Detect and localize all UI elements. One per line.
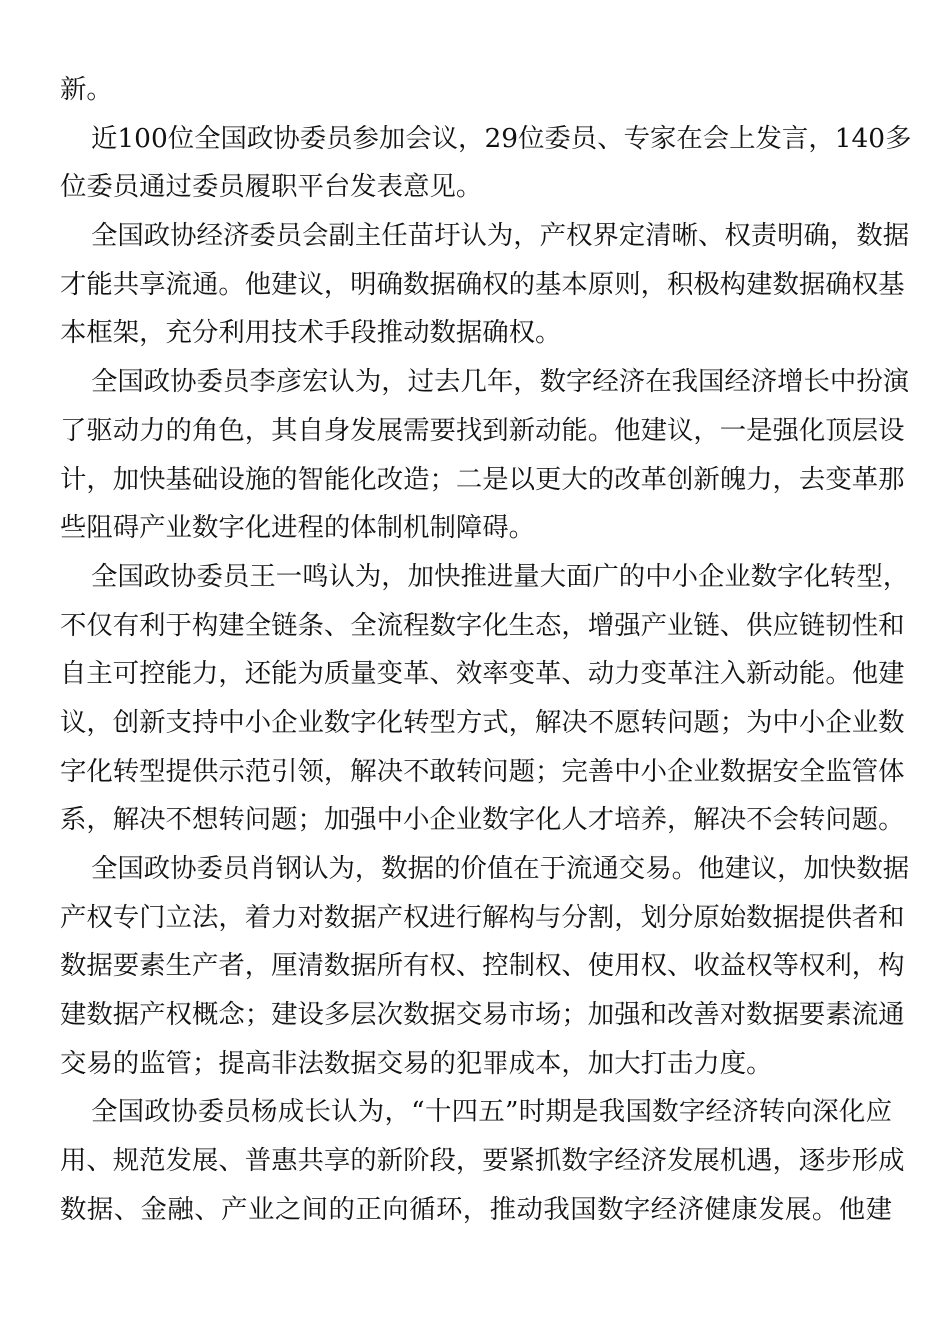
text-line: 近100位全国政协委员参加会议，29位委员、专家在会上发言，140多 <box>91 122 912 154</box>
text-line: 全国政协委员肖钢认为，数据的价值在于流通交易。他建议，加快数据 <box>91 853 910 884</box>
text-line: 数据、金融、产业之间的正向循环，推动我国数字经济健康发展。他建 <box>60 1193 892 1225</box>
text-line: 才能共享流通。他建议，明确数据确权的基本原则，积极构建数据确权基 <box>60 268 905 300</box>
text-line: 字化转型提供示范引领，解决不敢转问题；完善中小企业数据安全监管体 <box>60 755 905 787</box>
text-line: 全国政协委员李彦宏认为，过去几年，数字经济在我国经济增长中扮演 <box>91 366 910 398</box>
text-line: 数据要素生产者，厘清数据所有权、控制权、使用权、收益权等权利，构 <box>60 950 905 982</box>
text-line: 自主可控能力，还能为质量变革、效率变革、动力变革注入新动能。他建 <box>60 658 905 690</box>
text-line: 议，创新支持中小企业数字化转型方式，解决不愿转问题；为中小企业数 <box>60 706 905 738</box>
text-line: 建数据产权概念；建设多层次数据交易市场；加强和改善对数据要素流通 <box>60 999 905 1031</box>
document-body <box>60 66 912 1235</box>
text-line: 不仅有利于构建全链条、全流程数字化生态，增强产业链、供应链韧性和 <box>60 609 905 641</box>
text-line: 了驱动力的角色，其自身发展需要找到新动能。他建议，一是强化顶层设 <box>60 414 905 446</box>
text-line: 全国政协委员王一鸣认为，加快推进量大面广的中小企业数字化转型， <box>91 560 910 592</box>
text-line: 全国政协委员杨成长认为，“十四五”时期是我国数字经济转向深化应 <box>91 1096 892 1128</box>
text-line: 新。 <box>60 74 113 105</box>
text-line: 位委员通过委员履职平台发表意见。 <box>60 171 483 203</box>
text-line: 本框架，充分利用技术手段推动数据确权。 <box>60 317 562 349</box>
text-line: 用、规范发展、普惠共享的新阶段，要紧抓数字经济发展机遇，逐步形成 <box>60 1145 905 1177</box>
text-line: 交易的监管；提高非法数据交易的犯罪成本，加大打击力度。 <box>60 1047 773 1079</box>
text-line: 产权专门立法，着力对数据产权进行解构与分割，划分原始数据提供者和 <box>60 901 905 933</box>
text-line: 系，解决不想转问题；加强中小企业数字化人才培养，解决不会转问题。 <box>60 804 905 836</box>
text-line: 计，加快基础设施的智能化改造；二是以更大的改革创新魄力，去变革那 <box>60 463 905 495</box>
text-line: 些阻碍产业数字化进程的体制机制障碍。 <box>60 512 536 544</box>
text-line: 全国政协经济委员会副主任苗圩认为，产权界定清晰、权责明确，数据 <box>91 220 910 252</box>
